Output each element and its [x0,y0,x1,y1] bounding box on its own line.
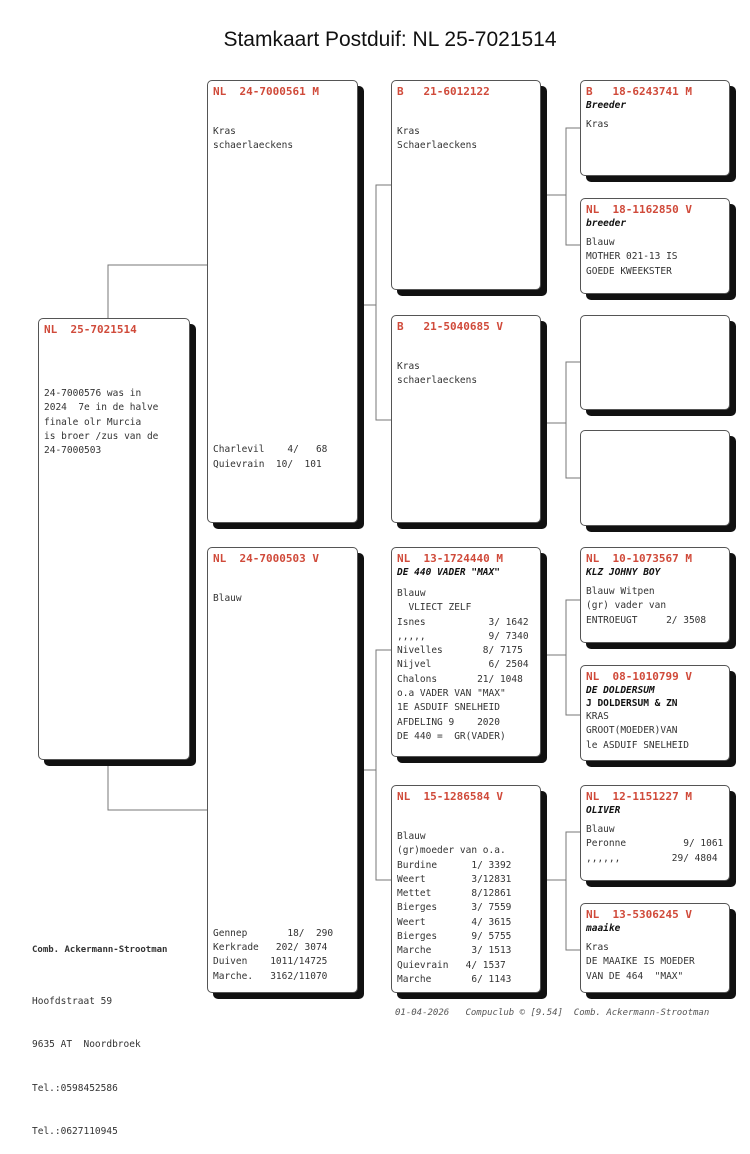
subject-note-line: 2024 7e in de halve [44,402,159,414]
maternal-grandmother-line: Weert 3/12831 [397,873,512,885]
great-grandparent-card-mmf[interactable] [580,785,730,881]
maternal-grandmother-line: Burdine 1/ 3392 [397,859,512,871]
maternal-grandfather-line: AFDELING 9 2020 [397,716,500,728]
mother-result: Kerkrade 202/ 3074 [213,942,328,954]
great-grandparent-line: VAN DE 464 "MAX" [586,970,684,982]
paternal-grandmother-color: Kras [397,361,420,372]
maternal-grandfather-line: Isnes 3/ 1642 [397,616,529,628]
paternal-grandfather-strain: Schaerlaeckens [397,140,478,152]
paternal-grandfather-card[interactable] [391,80,541,290]
paternal-grandmother-card[interactable] [391,315,541,523]
great-grandparent-ring-number: NL 10-1073567 M [586,552,692,565]
maternal-grandmother-line: Weert 4/ 3615 [397,916,512,928]
mother-card[interactable] [207,547,358,993]
maternal-grandfather-line: VLIECT ZELF [397,602,472,614]
great-grandparent-line: ENTROEUGT 2/ 3508 [586,614,707,626]
subject-note-line: 24-7000576 was in [44,388,142,399]
great-grandparent-card-fff[interactable] [580,80,730,176]
great-grandparent-line: DE MAAIKE IS MOEDER [586,956,695,968]
subject-note-line: is broer /zus van de [44,430,159,442]
maternal-grandfather-line: 1E ASDUIF SNELHEID [397,702,500,714]
maternal-grandmother-card[interactable] [391,785,541,993]
maternal-grandmother-line: Bierges 3/ 7559 [397,902,512,914]
great-grandparent-ring-number: B 18-6243741 M [586,85,692,98]
maternal-grandfather-line: Nijvel 6/ 2504 [397,659,529,671]
maternal-grandfather-line: o.a VADER VAN "MAX" [397,688,506,700]
maternal-grandfather-line: ,,,,, 9/ 7340 [397,630,529,642]
great-grandparent-card-mmm[interactable] [580,903,730,993]
subject-card[interactable] [38,318,190,760]
great-grandparent-line: KRAS [586,711,609,722]
mother-color: Blauw [213,593,242,604]
great-grandparent-card-mfm[interactable] [580,665,730,761]
mother-result: Duiven 1011/14725 [213,956,328,968]
father-color: Kras [213,126,236,137]
great-grandparent-line: GOEDE KWEEKSTER [586,265,672,277]
maternal-grandfather-line: Nivelles 8/ 7175 [397,645,523,657]
paternal-grandmother-strain: schaerlaeckens [397,375,478,387]
maternal-grandfather-ring-number: NL 13-1724440 M [397,552,503,565]
great-grandparent-name: maaike [586,923,621,934]
great-grandparent-card-ffm[interactable] [580,198,730,294]
maternal-grandmother-line: Quievrain 4/ 1537 [397,959,506,971]
great-grandparent-card-fmf-empty[interactable] [580,315,730,410]
father-strain: schaerlaeckens [213,140,294,152]
great-grandparent-line: Peronne 9/ 1061 [586,838,724,850]
owner-phone: Tel.:0627110945 [32,1126,118,1137]
great-grandparent-breeder: J DOLDERSUM & ZN [586,698,678,709]
great-grandparent-name: Breeder [586,100,627,111]
owner-name: Comb. Ackermann-Strootman [32,945,168,955]
great-grandparent-line: ,,,,,, 29/ 4804 [586,852,718,864]
maternal-grandfather-card[interactable] [391,547,541,757]
mother-ring-number: NL 24-7000503 V [213,552,319,565]
father-result: Charlevil 4/ 68 [213,444,328,456]
great-grandparent-line: MOTHER 021-13 IS [586,251,678,263]
subject-note-line: 24-7000503 [44,445,102,457]
maternal-grandmother-line: Bierges 9/ 5755 [397,931,512,943]
maternal-grandmother-line: Mettet 8/12861 [397,888,512,900]
great-grandparent-card-fmm-empty[interactable] [580,430,730,526]
great-grandparent-card-mff[interactable] [580,547,730,643]
great-grandparent-line: le ASDUIF SNELHEID [586,739,689,751]
great-grandparent-name: OLIVER [586,805,621,816]
maternal-grandmother-line: Blauw [397,831,426,842]
great-grandparent-name: KLZ JOHNY BOY [586,567,661,578]
great-grandparent-ring-number: NL 13-5306245 V [586,908,692,921]
owner-address-line: Hoofdstraat 59 [32,995,113,1007]
maternal-grandfather-line: Chalons 21/ 1048 [397,673,523,685]
father-ring-number: NL 24-7000561 M [213,85,319,98]
maternal-grandmother-line: Marche 3/ 1513 [397,945,512,957]
great-grandparent-line: Kras [586,119,609,130]
maternal-grandfather-name: DE 440 VADER "MAX" [397,567,500,578]
great-grandparent-line: Blauw [586,824,615,835]
great-grandparent-line: Kras [586,942,609,953]
maternal-grandmother-line: Marche 6/ 1143 [397,973,512,985]
father-result: Quievrain 10/ 101 [213,458,322,470]
mother-result: Gennep 18/ 290 [213,927,334,939]
owner-address-line: 9635 AT Noordbroek [32,1039,141,1050]
great-grandparent-ring-number: NL 08-1010799 V [586,670,692,683]
maternal-grandfather-line: DE 440 = GR(VADER) [397,730,506,742]
great-grandparent-line: (gr) vader van [586,600,667,612]
father-card[interactable] [207,80,358,523]
page-title: Stamkaart Postduif: NL 25-7021514 [223,28,557,51]
owner-phone: Tel.:0598452586 [32,1082,118,1094]
paternal-grandfather-ring-number: B 21-6012122 [397,85,490,98]
mother-result: Marche. 3162/11070 [213,970,328,982]
paternal-grandmother-ring-number: B 21-5040685 V [397,320,503,333]
great-grandparent-ring-number: NL 18-1162850 V [586,203,692,216]
footer-print-info: 01-04-2026 Compuclub © [9.54] Comb. Ackermann-Strootman [395,1008,710,1018]
maternal-grandmother-line: (gr)moeder van o.a. [397,845,506,857]
paternal-grandfather-color: Kras [397,126,420,137]
subject-note-line: finale olr Murcia [44,416,142,428]
great-grandparent-line: Blauw Witpen [586,586,655,597]
great-grandparent-line: GROOT(MOEDER)VAN [586,725,678,737]
great-grandparent-name: breeder [586,218,627,229]
maternal-grandmother-ring-number: NL 15-1286584 V [397,790,503,803]
maternal-grandfather-line: Blauw [397,588,426,599]
great-grandparent-line: Blauw [586,237,615,248]
owner-block [32,914,167,1154]
great-grandparent-name: DE DOLDERSUM [586,685,655,696]
great-grandparent-ring-number: NL 12-1151227 M [586,790,692,803]
subject-ring-number: NL 25-7021514 [44,323,137,336]
